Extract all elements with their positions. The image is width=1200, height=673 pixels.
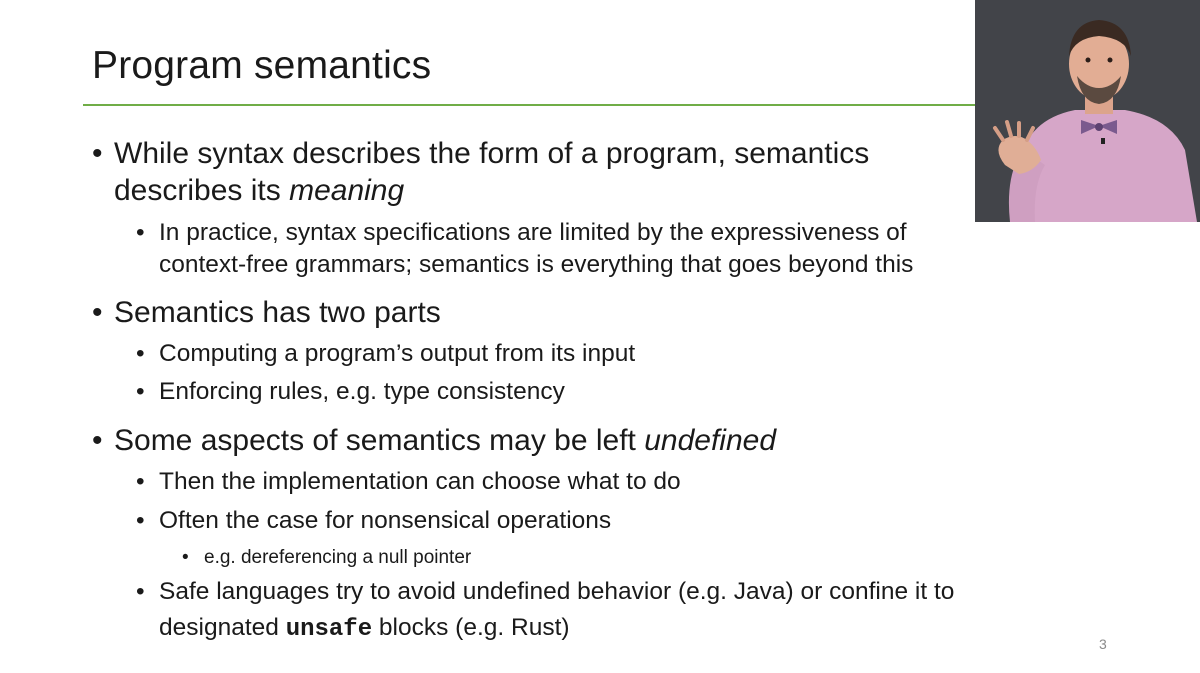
bullet-2-sub-1-text: Computing a program’s output from its input (159, 340, 636, 367)
bullet-2-sub-2-text: Enforcing rules, e.g. type consistency (159, 378, 565, 405)
bullet-marker: • (92, 137, 103, 170)
speaker-video (975, 0, 1200, 222)
bullet-3-emphasis: undefined (644, 424, 777, 457)
bullet-marker: • (182, 547, 189, 568)
bullet-1-text: While syntax describes the form of a program, semantics (114, 137, 870, 170)
slide-title: Program semantics (92, 44, 432, 87)
bullet-3-sub-3-continuation (159, 614, 570, 643)
bullet-1-sub-1-text: In practice, syntax specifications are limited by the expressiveness of (159, 219, 907, 246)
bullet-3-sub-2-sub-1-text: e.g. dereferencing a null pointer (204, 547, 472, 568)
bullet-3-sub-2-text: Often the case for nonsensical operations (159, 507, 612, 534)
bullet-3 (92, 424, 776, 458)
bullet-2-sub-2 (136, 378, 565, 406)
bullet-marker: • (136, 468, 145, 495)
bullet-1-sub-1 (136, 219, 907, 247)
bullet-marker: • (136, 507, 145, 534)
bullet-marker: • (92, 424, 103, 457)
bullet-3-sub-3-text-cont: designated (159, 614, 286, 641)
speaker-video-icon (975, 0, 1200, 222)
bullet-1-text-cont: describes its (114, 174, 290, 207)
bullet-1 (92, 137, 869, 171)
bullet-marker: • (92, 296, 103, 329)
bullet-1-sub-1-continuation (159, 251, 913, 279)
bullet-3-sub-3 (136, 578, 954, 606)
page-number: 3 (1099, 636, 1107, 652)
bullet-marker: • (136, 219, 145, 246)
bullet-3-sub-1-text: Then the implementation can choose what to do (159, 468, 681, 495)
bullet-2-text: Semantics has two parts (114, 296, 441, 329)
bullet-3-sub-3-text-tail: blocks (e.g. Rust) (372, 614, 570, 641)
bullet-1-sub-1-text-cont: context-free grammars; semantics is everything that goes beyond this (159, 251, 914, 278)
title-underline (83, 104, 983, 106)
bullet-1-emphasis: meaning (289, 174, 405, 207)
bullet-2-sub-1 (136, 340, 635, 368)
bullet-3-sub-2-sub-1 (182, 547, 471, 569)
bullet-1-continuation (114, 174, 404, 208)
bullet-marker: • (136, 378, 145, 405)
bullet-3-text: Some aspects of semantics may be left (114, 424, 645, 457)
bullet-marker: • (136, 578, 145, 605)
bullet-marker: • (136, 340, 145, 367)
bullet-3-sub-1 (136, 468, 681, 496)
code-keyword-unsafe: unsafe (285, 616, 373, 643)
bullet-3-sub-3-text: Safe languages try to avoid undefined behavior (e.g. Java) or confine it to (159, 578, 955, 605)
bullet-2 (92, 296, 441, 330)
bullet-3-sub-2 (136, 507, 611, 535)
